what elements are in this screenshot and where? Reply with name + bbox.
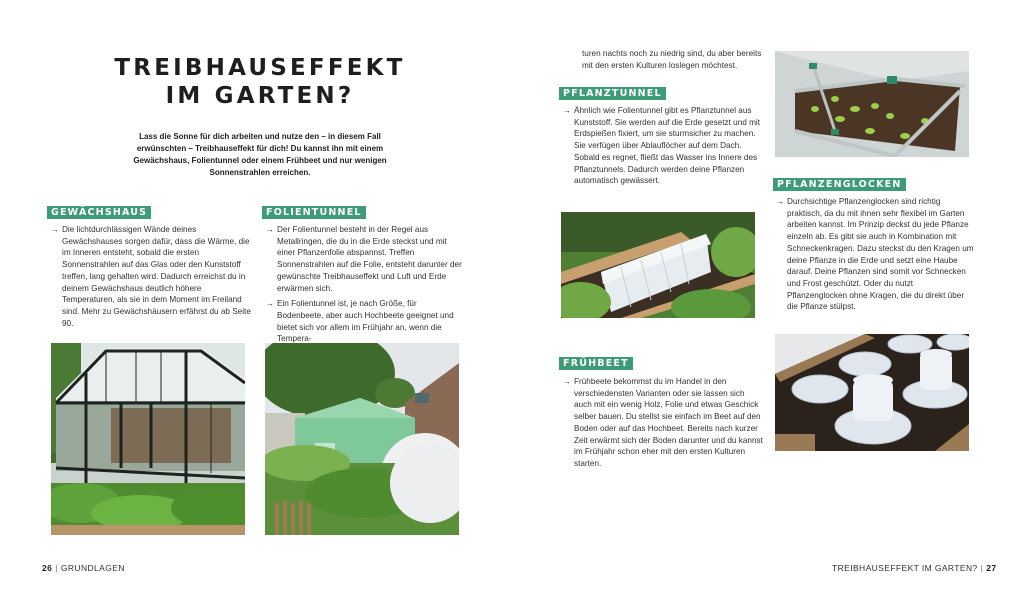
page-footer-right	[832, 563, 997, 573]
arrow-right-icon: →	[563, 106, 571, 115]
section-label-pflanzenglocken: PFLANZENGLOCKEN	[773, 178, 906, 191]
section-body-folientunnel	[266, 224, 462, 349]
paragraph	[563, 105, 763, 187]
arrow-right-icon: →	[266, 299, 274, 309]
section-body-fruehbeet	[563, 376, 763, 474]
foil-tunnel-photo	[265, 343, 459, 535]
page-footer-left	[42, 563, 125, 573]
paragraph	[266, 298, 462, 345]
arrow-right-icon: →	[266, 225, 274, 234]
paragraph-text: turen nachts noch zu niedrig sind, du aber bereits mit den ersten Kulturen loslegen möchtest.	[582, 49, 762, 70]
plant-tunnel-photo	[561, 212, 755, 318]
continuation-text	[571, 48, 767, 75]
greenhouse-photo	[51, 343, 245, 535]
footer-separator: |	[980, 563, 984, 573]
arrow-right-icon: →	[563, 377, 571, 386]
paragraph	[776, 196, 974, 313]
section-label-pflanztunnel: PFLANZTUNNEL	[559, 87, 666, 100]
page-number: 26	[42, 563, 53, 573]
paragraph-text: Ein Folientunnel ist, je nach Größe, für Bodenbeete, aber auch Hochbeete geeignet und bietet sich vor allem im Frühjahr an, wenn die Tempera-	[277, 299, 454, 344]
title-line-2: IM GARTEN?	[165, 83, 355, 109]
paragraph	[563, 376, 763, 470]
section-body-pflanztunnel	[563, 105, 763, 191]
plant-bells-photo	[775, 334, 969, 451]
paragraph-text: Durchsichtige Pflanzenglocken sind richtig praktisch, da du mit ihnen sehr flexibel im Garten arbeiten kannst. Im Prinzip deckst du jede Pflanze einzeln ab. Es gibt sie auch in Kombination mit Schneckenkragen. Dazu steckst du den Kragen um deine Pflanze in die Erde und setzt eine Haube darauf. Deine Pflanzen sind somit vor Schnecken und Frost geschützt. Oder du nutzt Pflanzenglocken ohne Kragen, die du direkt über die Pflanze stülpst.	[787, 197, 974, 312]
section-label-fruehbeet: FRÜHBEET	[559, 357, 633, 370]
right-page	[510, 0, 1020, 599]
paragraph	[266, 224, 462, 294]
footer-section: TREIBHAUSEFFEKT IM GARTEN?	[832, 563, 978, 573]
footer-section: GRUNDLAGEN	[60, 563, 125, 573]
section-label-folientunnel: FOLIENTUNNEL	[262, 206, 366, 219]
page-number: 27	[986, 563, 997, 573]
paragraph-text: Frühbeete bekommst du im Handel in den verschiedensten Varianten oder sie lassen sich auch mit ein wenig Holz, Folie und etwas Geschick selber bauen. Du stellst sie einfach im Beet auf den Boden oder auf das Hochbeet. Bereits nach kurzer Zeit erwärmt sich der Boden darunter und du kannst im Frühjahr schon eher mit den ersten Kulturen starten.	[574, 377, 763, 468]
page-title	[110, 54, 410, 110]
arrow-right-icon: →	[776, 197, 784, 206]
cold-frame-photo	[775, 51, 969, 157]
paragraph	[571, 48, 767, 71]
title-line-1: TREIBHAUSEFFEKT	[114, 55, 406, 81]
paragraph-text: Die lichtdurchlässigen Wände deines Gewächshauses sorgen dafür, dass die Wärme, die im Inneren entsteht, sobald die ersten Sonnenstrahlen auf das Glas oder den Kunststoff treffen, lang gehalten wird. Dadurch erreichst du in deinem Gewächshaus deutlich höhere Temperaturen, als sie in dem Moment im Freiland sind. Mehr zu Gewächshäusern erfährst du ab Seite 90.	[62, 225, 251, 328]
arrow-right-icon: →	[51, 225, 59, 234]
section-body-gewaechshaus	[51, 224, 251, 333]
paragraph-text: Ähnlich wie Folientunnel gibt es Pflanztunnel aus Kunststoff. Sie werden auf die Erde gesetzt und mit Erdspießen fixiert, um sie sturmsicher zu machen. Sie verfügen über Ablauflöcher auf dem Dach. Sobald es regnet, fließt das Wasser ins Innere des Pflanztunnels. Dadurch werden deine Pflanzen automatisch gewässert.	[574, 106, 760, 186]
footer-separator: |	[55, 563, 58, 573]
section-body-pflanzenglocken	[776, 196, 974, 317]
intro-text: Lass die Sonne für dich arbeiten und nutze den – in diesem Fall erwünschten – Treibhauseffekt für dich! Du kannst ihn mit einem Gewächshaus, Folientunnel oder einem Frühbeet und nur wenigen Sonnenstrahlen erreichen.	[133, 132, 387, 177]
paragraph	[51, 224, 251, 329]
section-label-gewaechshaus: GEWÄCHSHAUS	[47, 206, 151, 219]
paragraph-text: Der Folientunnel besteht in der Regel aus Metallringen, die du in die Erde steckst und mit einer Pflanzenfolie abspannst. Treffen Sonnenstrahlen auf die Folie, entsteht darunter der gewünschte Treibhauseffekt und Luft und Erde erwärmen sich.	[277, 225, 462, 293]
